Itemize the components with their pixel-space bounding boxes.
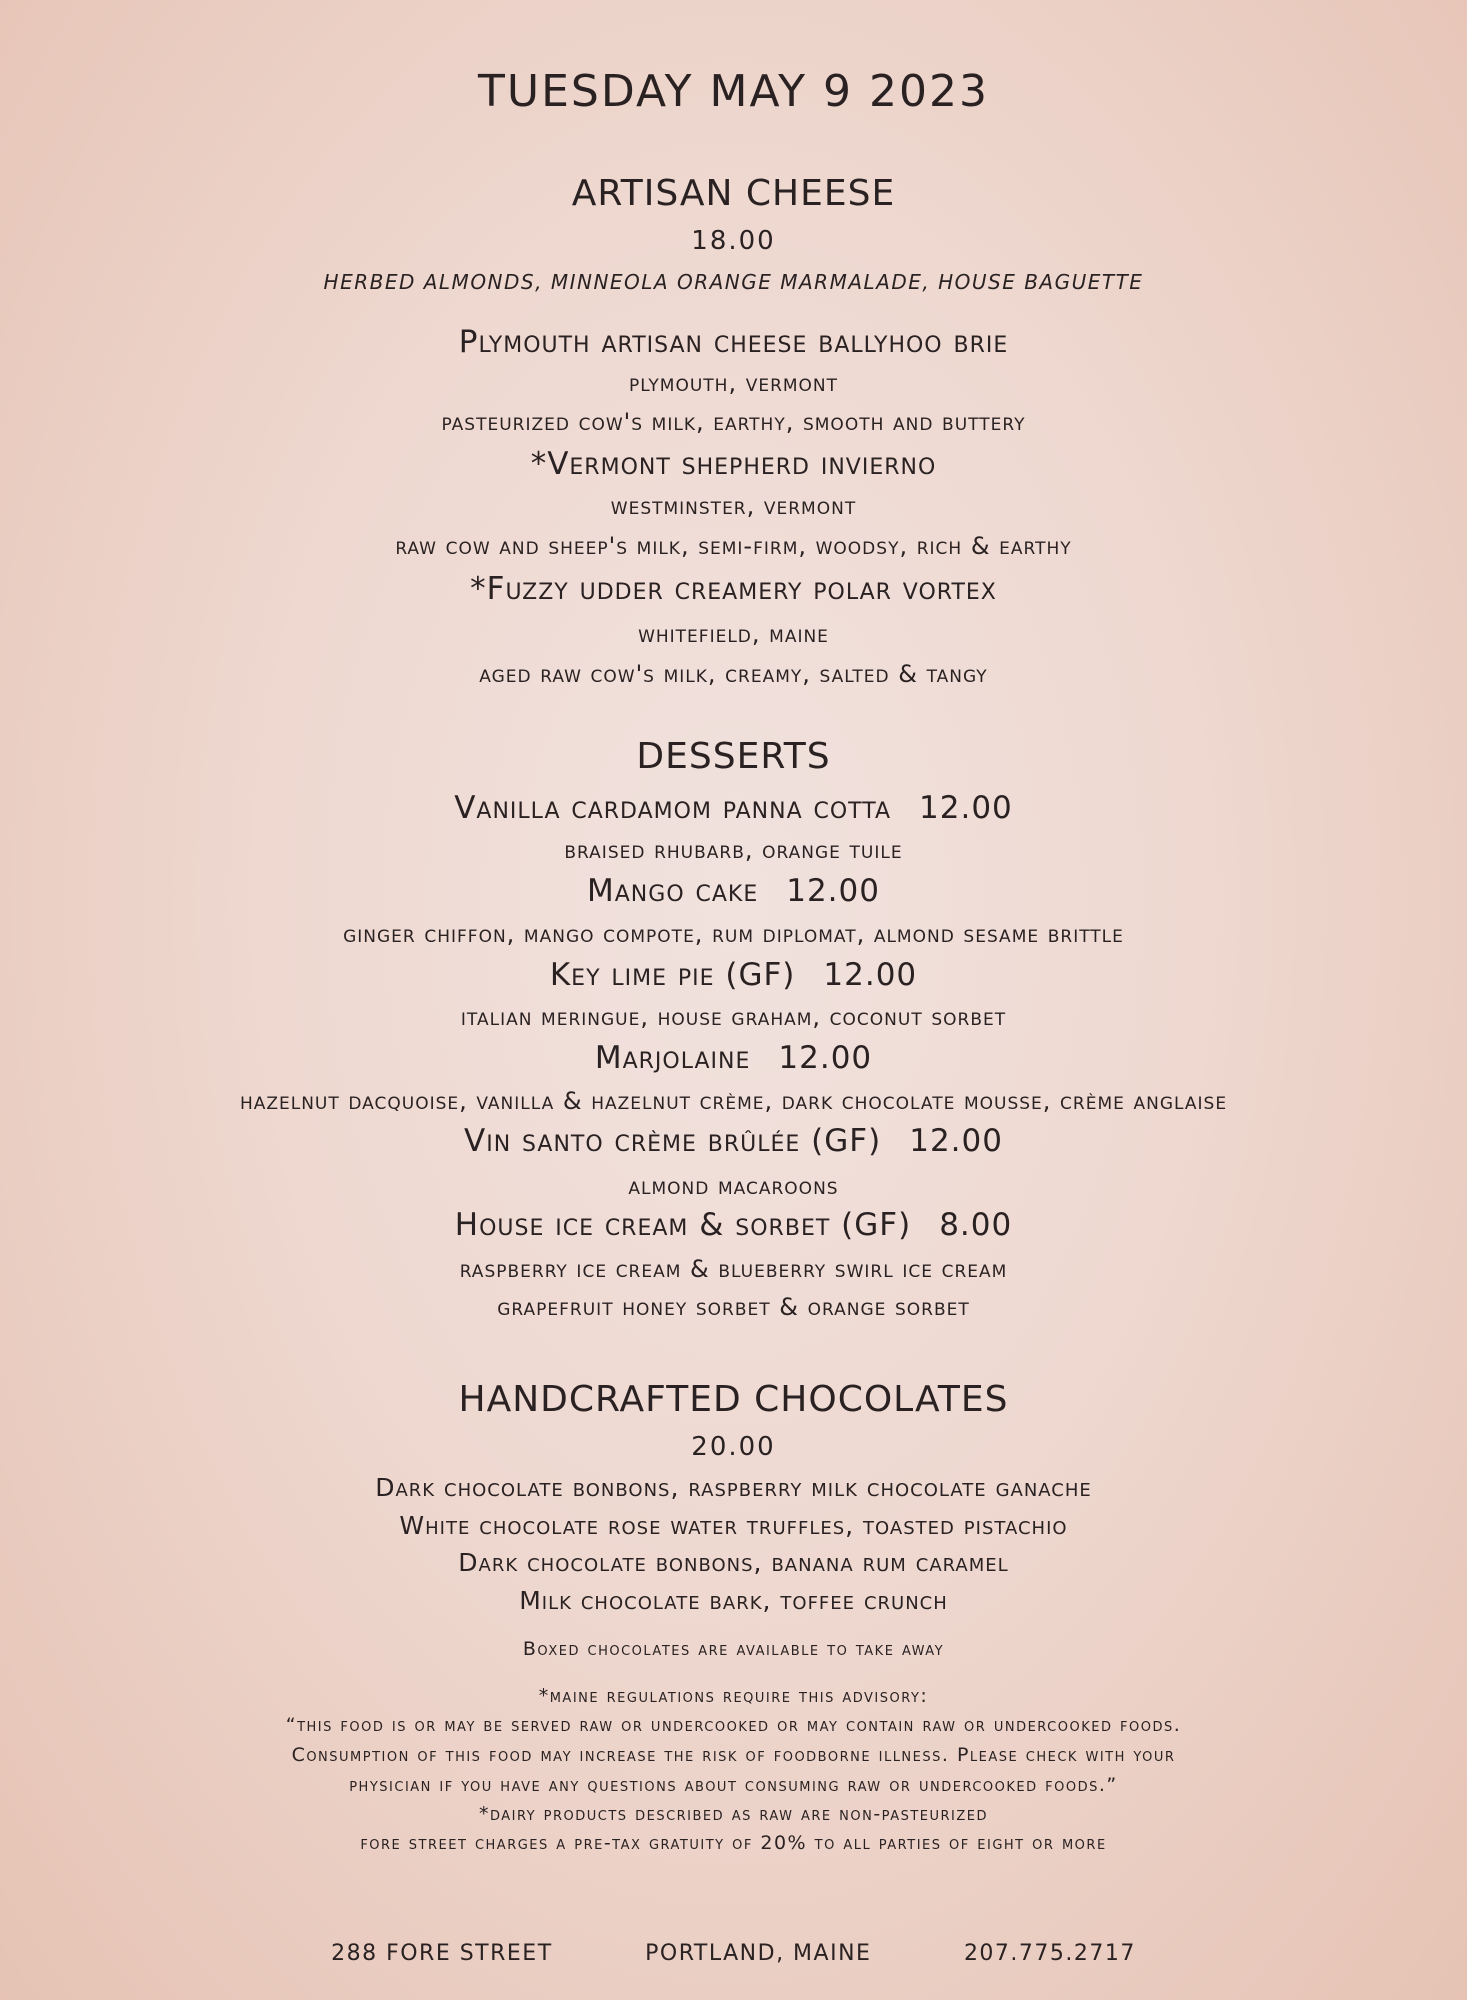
dessert-description: ginger chiffon, mango compote, rum diplomat, almond sesame brittle	[343, 920, 1124, 948]
cheese-item-origin: westminster, vermont	[610, 492, 857, 520]
footer	[0, 1941, 1467, 1966]
cheese-section-title: ARTISAN CHEESE	[571, 173, 896, 214]
cheese-item-description: raw cow and sheep's milk, semi-firm, woodsy, rich & earthy	[395, 532, 1072, 560]
dessert-price: 12.00	[823, 957, 918, 993]
advisory-line: *maine regulations require this advisory:	[538, 1685, 929, 1707]
chocolate-item: Milk chocolate bark, toffee crunch	[519, 1586, 948, 1615]
dessert-description: braised rhubarb, orange tuile	[564, 836, 903, 864]
cheese-item-name: Plymouth artisan cheese ballyhoo brie	[458, 324, 1009, 360]
advisory-line: *dairy products described as raw are non-pasteurized	[478, 1803, 989, 1825]
dessert-price: 12.00	[909, 1123, 1003, 1159]
dessert-price: 12.00	[786, 873, 880, 909]
advisory-line: “this food is or may be served raw or undercooked or may contain raw or undercooked foods.	[285, 1714, 1182, 1736]
cheese-item-name: *Fuzzy udder creamery polar vortex	[470, 571, 997, 607]
cheese-accompaniments: HERBED ALMONDS, MINNEOLA ORANGE MARMALADE, HOUSE BAGUETTE	[323, 270, 1144, 294]
dessert-item-row	[0, 1040, 1467, 1076]
cheese-item-description: aged raw cow's milk, creamy, salted & tangy	[479, 660, 988, 688]
cheese-price: 18.00	[691, 226, 776, 256]
dessert-description: grapefruit honey sorbet & orange sorbet	[497, 1293, 970, 1321]
cheese-item-origin: plymouth, vermont	[628, 369, 839, 397]
chocolate-item: Dark chocolate bonbons, banana rum caramel	[458, 1548, 1009, 1577]
dessert-price: 8.00	[939, 1207, 1013, 1243]
footer-city: PORTLAND, MAINE	[645, 1941, 872, 1966]
dessert-item-row	[0, 1123, 1467, 1159]
dessert-item-row	[0, 873, 1467, 909]
dessert-name: Marjolaine	[594, 1040, 751, 1076]
advisory-line: physician if you have any questions about consuming raw or undercooked foods.”	[349, 1774, 1118, 1796]
dessert-name: Mango cake	[587, 873, 759, 909]
desserts-section-title: DESSERTS	[636, 736, 831, 777]
dessert-description: raspberry ice cream & blueberry swirl ice cream	[459, 1255, 1008, 1283]
cheese-item-name: *Vermont shepherd invierno	[530, 446, 937, 482]
footer-address: 288 FORE STREET	[331, 1941, 553, 1966]
dessert-name: Key lime pie (GF)	[549, 957, 796, 993]
dessert-description: italian meringue, house graham, coconut sorbet	[460, 1003, 1007, 1031]
cheese-item-description: pasteurized cow's milk, earthy, smooth and buttery	[441, 408, 1026, 436]
cheese-item-origin: whitefield, maine	[638, 620, 829, 648]
boxed-chocolates-note: Boxed chocolates are available to take away	[522, 1638, 945, 1660]
dessert-price: 12.00	[778, 1040, 873, 1076]
dessert-name: Vanilla cardamom panna cotta	[454, 790, 892, 826]
advisory-line: fore street charges a pre-tax gratuity of 20% to all parties of eight or more	[360, 1832, 1107, 1854]
dessert-item-row	[0, 790, 1467, 826]
dessert-item-row	[0, 1207, 1467, 1243]
dessert-name: Vin santo crème brûlée (GF)	[464, 1123, 882, 1159]
dessert-description: almond macaroons	[628, 1172, 839, 1200]
chocolates-section-title: HANDCRAFTED CHOCOLATES	[458, 1379, 1009, 1420]
menu-date: TUESDAY MAY 9 2023	[478, 66, 989, 117]
chocolate-item: White chocolate rose water truffles, toasted pistachio	[399, 1511, 1068, 1540]
chocolates-price: 20.00	[691, 1432, 776, 1462]
dessert-price: 12.00	[919, 790, 1013, 826]
dessert-name: House ice cream & sorbet (GF)	[454, 1207, 912, 1243]
dessert-item-row	[0, 957, 1467, 993]
chocolate-item: Dark chocolate bonbons, raspberry milk chocolate ganache	[375, 1473, 1092, 1502]
footer-phone: 207.775.2717	[963, 1941, 1136, 1966]
dessert-description: hazelnut dacquoise, vanilla & hazelnut crème, dark chocolate mousse, crème anglaise	[239, 1087, 1228, 1115]
advisory-line: Consumption of this food may increase the risk of foodborne illness. Please check with your	[291, 1744, 1176, 1766]
